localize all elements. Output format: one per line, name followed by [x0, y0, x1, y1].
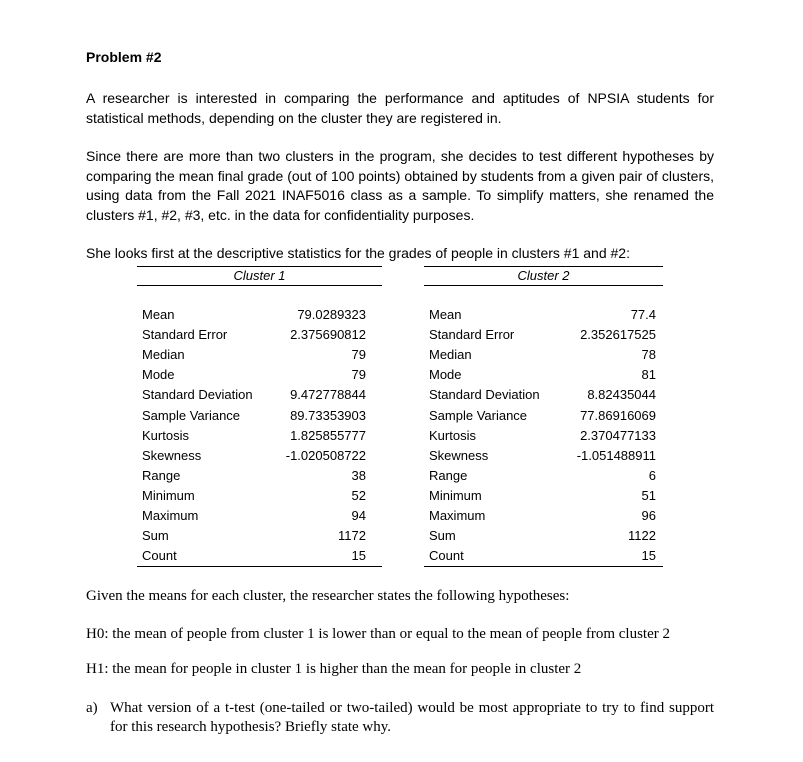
table-1-row-label: Count [142, 548, 177, 563]
table-1-row-value: -1.020508722 [285, 448, 366, 463]
table-1-row-label: Kurtosis [142, 428, 189, 443]
question-a-marker: a) [86, 700, 98, 716]
table-1-row-value: 94 [351, 508, 366, 523]
table-1-caption: Cluster 1 [233, 268, 286, 283]
table-2-row-value: 81 [641, 367, 656, 382]
table-2-row-label: Sample Variance [429, 408, 528, 423]
table-1-bottom-rule [137, 566, 382, 567]
table-1-row-value: 52 [351, 488, 366, 503]
table-1-row-label: Maximum [142, 508, 199, 523]
table-2-row-label: Skewness [429, 448, 489, 463]
table-1-row-label: Sample Variance [142, 408, 241, 423]
table-1-row-value: 38 [351, 468, 366, 483]
table-2-row-value: 2.370477133 [580, 428, 656, 443]
table-2-row-label: Count [429, 548, 464, 563]
table-2-row-value: 6 [648, 468, 656, 483]
table-2-row-label: Kurtosis [429, 428, 476, 443]
table-1-row-label: Range [142, 468, 181, 483]
table-2-row-label: Maximum [429, 508, 486, 523]
table-2-row-value: -1.051488911 [576, 448, 656, 463]
table-1-row-label: Standard Error [142, 327, 228, 342]
hypothesis-h1: H1: the mean for people in cluster 1 is higher than the mean for people in cluster 2 [86, 661, 582, 677]
table-1-row-value: 9.472778844 [290, 387, 366, 402]
question-a-text: What version of a t-test (one-tailed or two-tailed) would be most appropriate to try to find support for this research hypothesis? Briefly state why. [110, 700, 714, 735]
table-1-row-value: 1172 [338, 528, 366, 543]
hypotheses-intro: Given the means for each cluster, the researcher states the following hypotheses: [86, 588, 570, 604]
table-1-row-value: 1.825855777 [290, 428, 366, 443]
table-2-caption: Cluster 2 [517, 268, 570, 283]
table-2-row-label: Sum [429, 528, 456, 543]
hypothesis-h0: H0: the mean of people from cluster 1 is lower than or equal to the mean of people from cluster 2 [86, 626, 670, 642]
table-2-row-value: 8.82435044 [587, 387, 656, 402]
method-paragraph: Since there are more than two clusters in the program, she decides to test different hypotheses by comparing the mean final grade (out of 100 points) obtained by students from a given pair of clusters, using data from the Fall 2021 INAF5016 class as a sample. To simplify matters, she renamed the clusters #1, #2, #3, etc. in the data for confidentiality purposes. [86, 148, 714, 223]
table-2-row-label: Minimum [429, 488, 482, 503]
table-2-row-label: Median [429, 347, 472, 362]
table-2-bottom-rule [424, 566, 663, 567]
table-1-row-label: Sum [142, 528, 169, 543]
table-2-row-value: 1122 [628, 528, 656, 543]
table-1-row-value: 79.0289323 [297, 307, 366, 322]
table-1-row-value: 79 [351, 367, 366, 382]
table-2-row-value: 77.86916069 [580, 408, 656, 423]
table-2-row-value: 77.4 [630, 307, 656, 322]
table-1-top-rule [137, 266, 382, 267]
table-2-top-rule [424, 266, 663, 267]
table-1-row-label: Minimum [142, 488, 195, 503]
table-2-row-label: Range [429, 468, 468, 483]
table-2-row-value: 2.352617525 [580, 327, 656, 342]
table-1-row-label: Mode [142, 367, 175, 382]
table-2-row-label: Standard Deviation [429, 387, 540, 402]
intro-paragraph: A researcher is interested in comparing the performance and aptitudes of NPSIA students for statistical methods, depending on the cluster they are registered in. [86, 90, 714, 126]
table-2-row-label: Mode [429, 367, 462, 382]
table-1-row-value: 15 [351, 548, 366, 563]
problem-title: Problem #2 [86, 49, 162, 65]
table-1-row-value: 2.375690812 [290, 327, 366, 342]
table-1-row-label: Median [142, 347, 185, 362]
table-1-row-label: Standard Deviation [142, 387, 253, 402]
table-1-row-label: Mean [142, 307, 175, 322]
table-1-row-label: Skewness [142, 448, 202, 463]
table-lead-paragraph: She looks first at the descriptive statistics for the grades of people in clusters #1 and #2: [86, 245, 630, 261]
question-a [86, 699, 714, 737]
table-1-row-value: 89.73353903 [290, 408, 366, 423]
table-2-row-value: 51 [641, 488, 656, 503]
table-1-header-rule [137, 285, 382, 286]
table-1-row-value: 79 [351, 347, 366, 362]
table-2-row-value: 78 [641, 347, 656, 362]
table-2-row-label: Mean [429, 307, 462, 322]
table-2-header-rule [424, 285, 663, 286]
table-2-row-label: Standard Error [429, 327, 515, 342]
table-2-row-value: 15 [641, 548, 656, 563]
table-2-row-value: 96 [641, 508, 656, 523]
